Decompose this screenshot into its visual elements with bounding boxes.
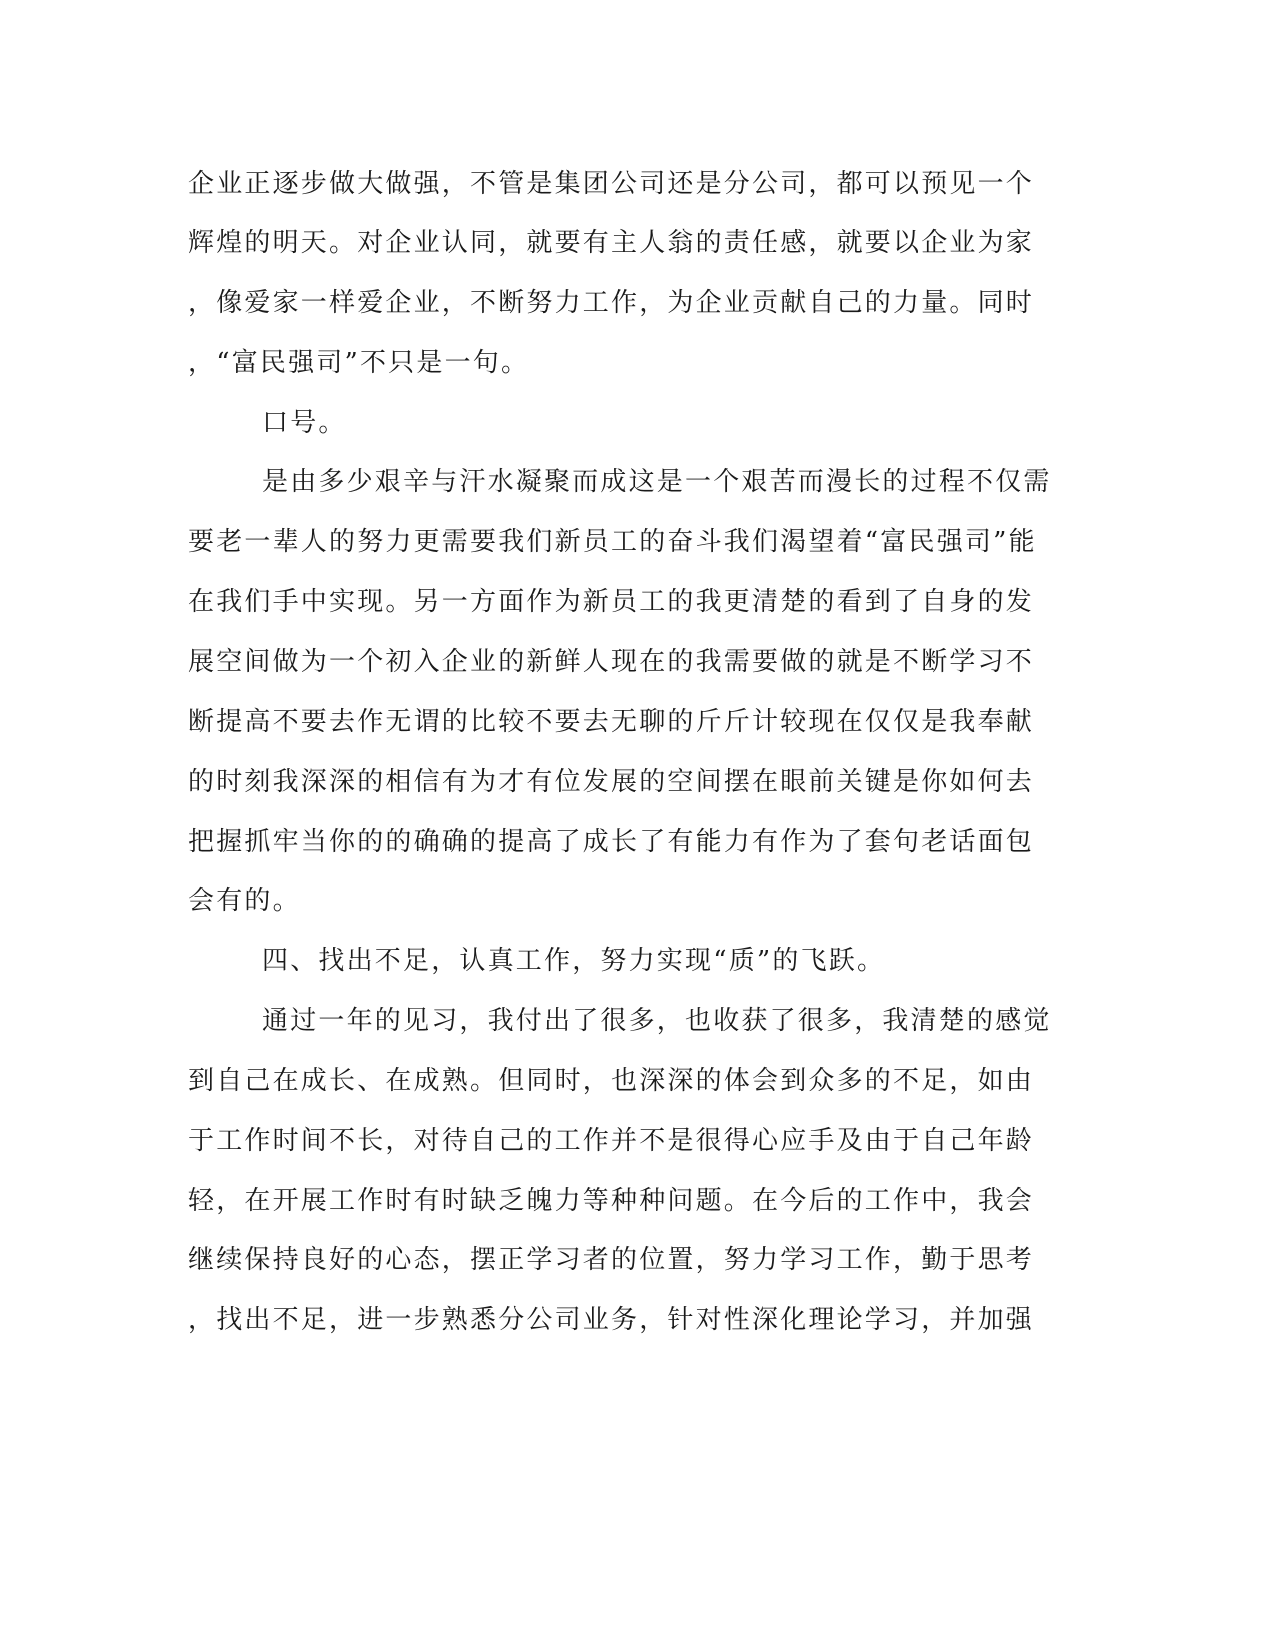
text-line: 把握抓牢当你的的确确的提高了成长了有能力有作为了套句老话面包: [188, 827, 1035, 857]
text-line: 轻，在开展工作时有时缺乏魄力等种种问题。在今后的工作中，我会: [188, 1186, 1035, 1216]
text-line: ，找出不足，进一步熟悉分公司业务，针对性深化理论学习，并加强: [188, 1305, 1035, 1335]
text-line: 企业正逐步做大做强，不管是集团公司还是分公司，都可以预见一个: [188, 169, 1035, 199]
text-line: 口号。: [262, 408, 347, 438]
text-line: 展空间做为一个初入企业的新鲜人现在的我需要做的就是不断学习不: [188, 647, 1035, 677]
text-line: 是由多少艰辛与汗水凝聚而成这是一个艰苦而漫长的过程不仅需: [262, 467, 1052, 497]
text-line: 要老一辈人的努力更需要我们新员工的奋斗我们渴望着“富民强司”能: [188, 527, 1037, 557]
text-line: 继续保持良好的心态，摆正学习者的位置，努力学习工作，勤于思考: [188, 1245, 1035, 1275]
text-line: 在我们手中实现。另一方面作为新员工的我更清楚的看到了自身的发: [188, 587, 1035, 617]
text-line: 断提高不要去作无谓的比较不要去无聊的斤斤计较现在仅仅是我奉献: [188, 707, 1035, 737]
text-line: 通过一年的见习，我付出了很多，也收获了很多，我清楚的感觉: [262, 1006, 1052, 1036]
text-line: 于工作时间不长，对待自己的工作并不是很得心应手及由于自己年龄: [188, 1126, 1035, 1156]
text-line: ，“富民强司”不只是一句。: [188, 348, 530, 378]
text-line: 会有的。: [188, 886, 301, 916]
text-line: 辉煌的明天。对企业认同，就要有主人翁的责任感，就要以企业为家: [188, 228, 1035, 258]
text-line: ，像爱家一样爱企业，不断努力工作，为企业贡献自己的力量。同时: [188, 288, 1035, 318]
text-line: 的时刻我深深的相信有为才有位发展的空间摆在眼前关键是你如何去: [188, 767, 1035, 797]
section-heading: 四、找出不足，认真工作，努力实现“质”的飞跃。: [262, 946, 886, 976]
text-line: 到自己在成长、在成熟。但同时，也深深的体会到众多的不足，如由: [188, 1066, 1035, 1096]
